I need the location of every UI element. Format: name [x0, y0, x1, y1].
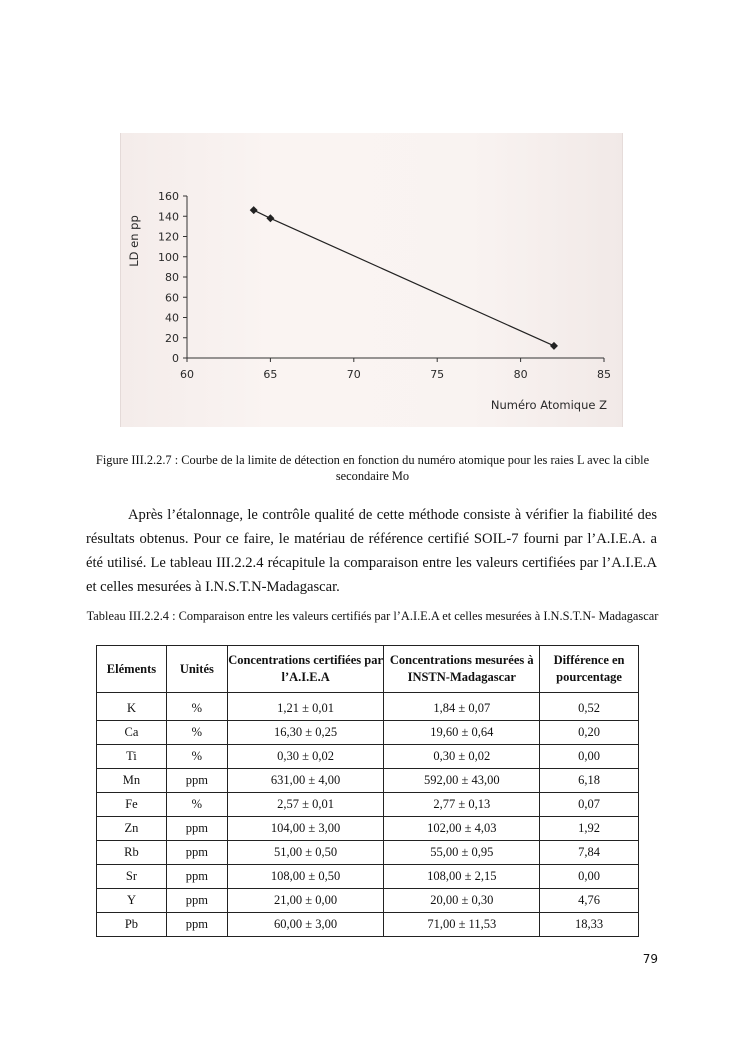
y-tick-label: 140 [158, 210, 179, 224]
cell-measured: 592,00 ± 43,00 [384, 769, 540, 793]
cell-element: Fe [97, 793, 167, 817]
table-row [97, 865, 639, 889]
header-units: Unités [166, 646, 227, 693]
cell-difference: 0,07 [540, 793, 639, 817]
table-row [97, 769, 639, 793]
y-tick-label: 100 [158, 250, 179, 264]
x-axis-label: Numéro Atomique Z [490, 398, 607, 412]
table-row [97, 793, 639, 817]
cell-difference: 7,84 [540, 841, 639, 865]
cell-unit: ppm [166, 841, 227, 865]
cell-difference: 0,52 [540, 693, 639, 721]
cell-measured: 71,00 ± 11,53 [384, 913, 540, 937]
cell-difference: 18,33 [540, 913, 639, 937]
cell-difference: 1,92 [540, 817, 639, 841]
page-number: 79 [642, 952, 658, 966]
x-tick-label: 85 [597, 368, 611, 381]
cell-difference: 4,76 [540, 889, 639, 913]
cell-unit: % [166, 745, 227, 769]
cell-unit: ppm [166, 889, 227, 913]
table-row [97, 693, 639, 721]
table-row [97, 889, 639, 913]
cell-difference: 0,00 [540, 745, 639, 769]
y-tick-label: 120 [158, 230, 179, 244]
cell-certified: 0,30 ± 0,02 [227, 745, 384, 769]
data-point [266, 214, 274, 222]
cell-element: Zn [97, 817, 167, 841]
cell-certified: 60,00 ± 3,00 [227, 913, 384, 937]
header-certified: Concentrations certifiées par l’A.I.E.A [227, 646, 384, 693]
cell-certified: 51,00 ± 0,50 [227, 841, 384, 865]
cell-element: Ti [97, 745, 167, 769]
cell-element: Pb [97, 913, 167, 937]
cell-element: Y [97, 889, 167, 913]
table-row [97, 913, 639, 937]
cell-measured: 19,60 ± 0,64 [384, 721, 540, 745]
cell-difference: 6,18 [540, 769, 639, 793]
figure-scan [120, 133, 623, 427]
cell-certified: 631,00 ± 4,00 [227, 769, 384, 793]
header-measured: Concentrations mesurées à INSTN-Madagascar [384, 646, 540, 693]
cell-unit: % [166, 721, 227, 745]
cell-measured: 108,00 ± 2,15 [384, 865, 540, 889]
y-tick-label: 20 [165, 331, 179, 345]
cell-difference: 0,20 [540, 721, 639, 745]
cell-measured: 102,00 ± 4,03 [384, 817, 540, 841]
y-tick-label: 160 [158, 190, 179, 203]
cell-unit: ppm [166, 913, 227, 937]
data-point [550, 342, 558, 350]
cell-measured: 2,77 ± 0,13 [384, 793, 540, 817]
table-caption: Tableau III.2.2.4 : Comparaison entre les valeurs certifiés par l’A.I.E.A et celles mesurées à I.N.S.T.N- Madagascar [86, 609, 659, 623]
table-row [97, 745, 639, 769]
cell-difference: 0,00 [540, 865, 639, 889]
x-tick-label: 80 [513, 368, 528, 381]
cell-certified: 1,21 ± 0,01 [227, 693, 384, 721]
cell-unit: ppm [166, 769, 227, 793]
cell-certified: 108,00 ± 0,50 [227, 865, 384, 889]
cell-certified: 104,00 ± 3,00 [227, 817, 384, 841]
table-header-row [97, 646, 639, 693]
cell-element: Mn [97, 769, 167, 793]
cell-certified: 2,57 ± 0,01 [227, 793, 384, 817]
y-tick-label: 60 [165, 291, 179, 305]
cell-element: K [97, 693, 167, 721]
cell-element: Ca [97, 721, 167, 745]
y-axis-label: LD en pp [127, 215, 141, 267]
cell-unit: ppm [166, 865, 227, 889]
cell-measured: 55,00 ± 0,95 [384, 841, 540, 865]
cell-element: Sr [97, 865, 167, 889]
table-row [97, 841, 639, 865]
cell-measured: 20,00 ± 0,30 [384, 889, 540, 913]
table-row [97, 721, 639, 745]
x-tick-label: 65 [263, 368, 278, 381]
series-line [254, 210, 554, 346]
cell-measured: 0,30 ± 0,02 [384, 745, 540, 769]
data-point [250, 206, 258, 214]
x-tick-label: 60 [180, 368, 194, 381]
cell-unit: ppm [166, 817, 227, 841]
cell-element: Rb [97, 841, 167, 865]
x-tick-label: 75 [430, 368, 445, 381]
header-elements: Eléments [97, 646, 167, 693]
cell-certified: 16,30 ± 0,25 [227, 721, 384, 745]
cell-measured: 1,84 ± 0,07 [384, 693, 540, 721]
detection-limit-chart [121, 133, 622, 427]
y-tick-label: 80 [165, 271, 179, 284]
figure-caption: Figure III.2.2.7 : Courbe de la limite de détection en fonction du numéro atomique pour les raies L avec la cible secondaire Mo [95, 453, 650, 483]
body-paragraph: Après l’étalonnage, le contrôle qualité de cette méthode consiste à vérifier la fiabilité des résultats obtenus. Pour ce faire, le matériau de référence certifié SOIL-7 fourni par l’A.I.E.A. a été utilisé. Le tableau III.2.2.4 récapitule la comparaison entre les valeurs certifiées par l’A.I.E.A et celles mesurées à I.N.S.T.N-Madagascar. [86, 507, 657, 595]
table-row [97, 817, 639, 841]
header-difference: Différence en pourcentage [540, 646, 639, 693]
y-tick-label: 40 [165, 311, 179, 325]
comparison-table [96, 645, 639, 937]
x-tick-label: 70 [346, 368, 361, 381]
cell-unit: % [166, 793, 227, 817]
y-tick-label: 0 [172, 352, 179, 365]
cell-certified: 21,00 ± 0,00 [227, 889, 384, 913]
cell-unit: % [166, 693, 227, 721]
